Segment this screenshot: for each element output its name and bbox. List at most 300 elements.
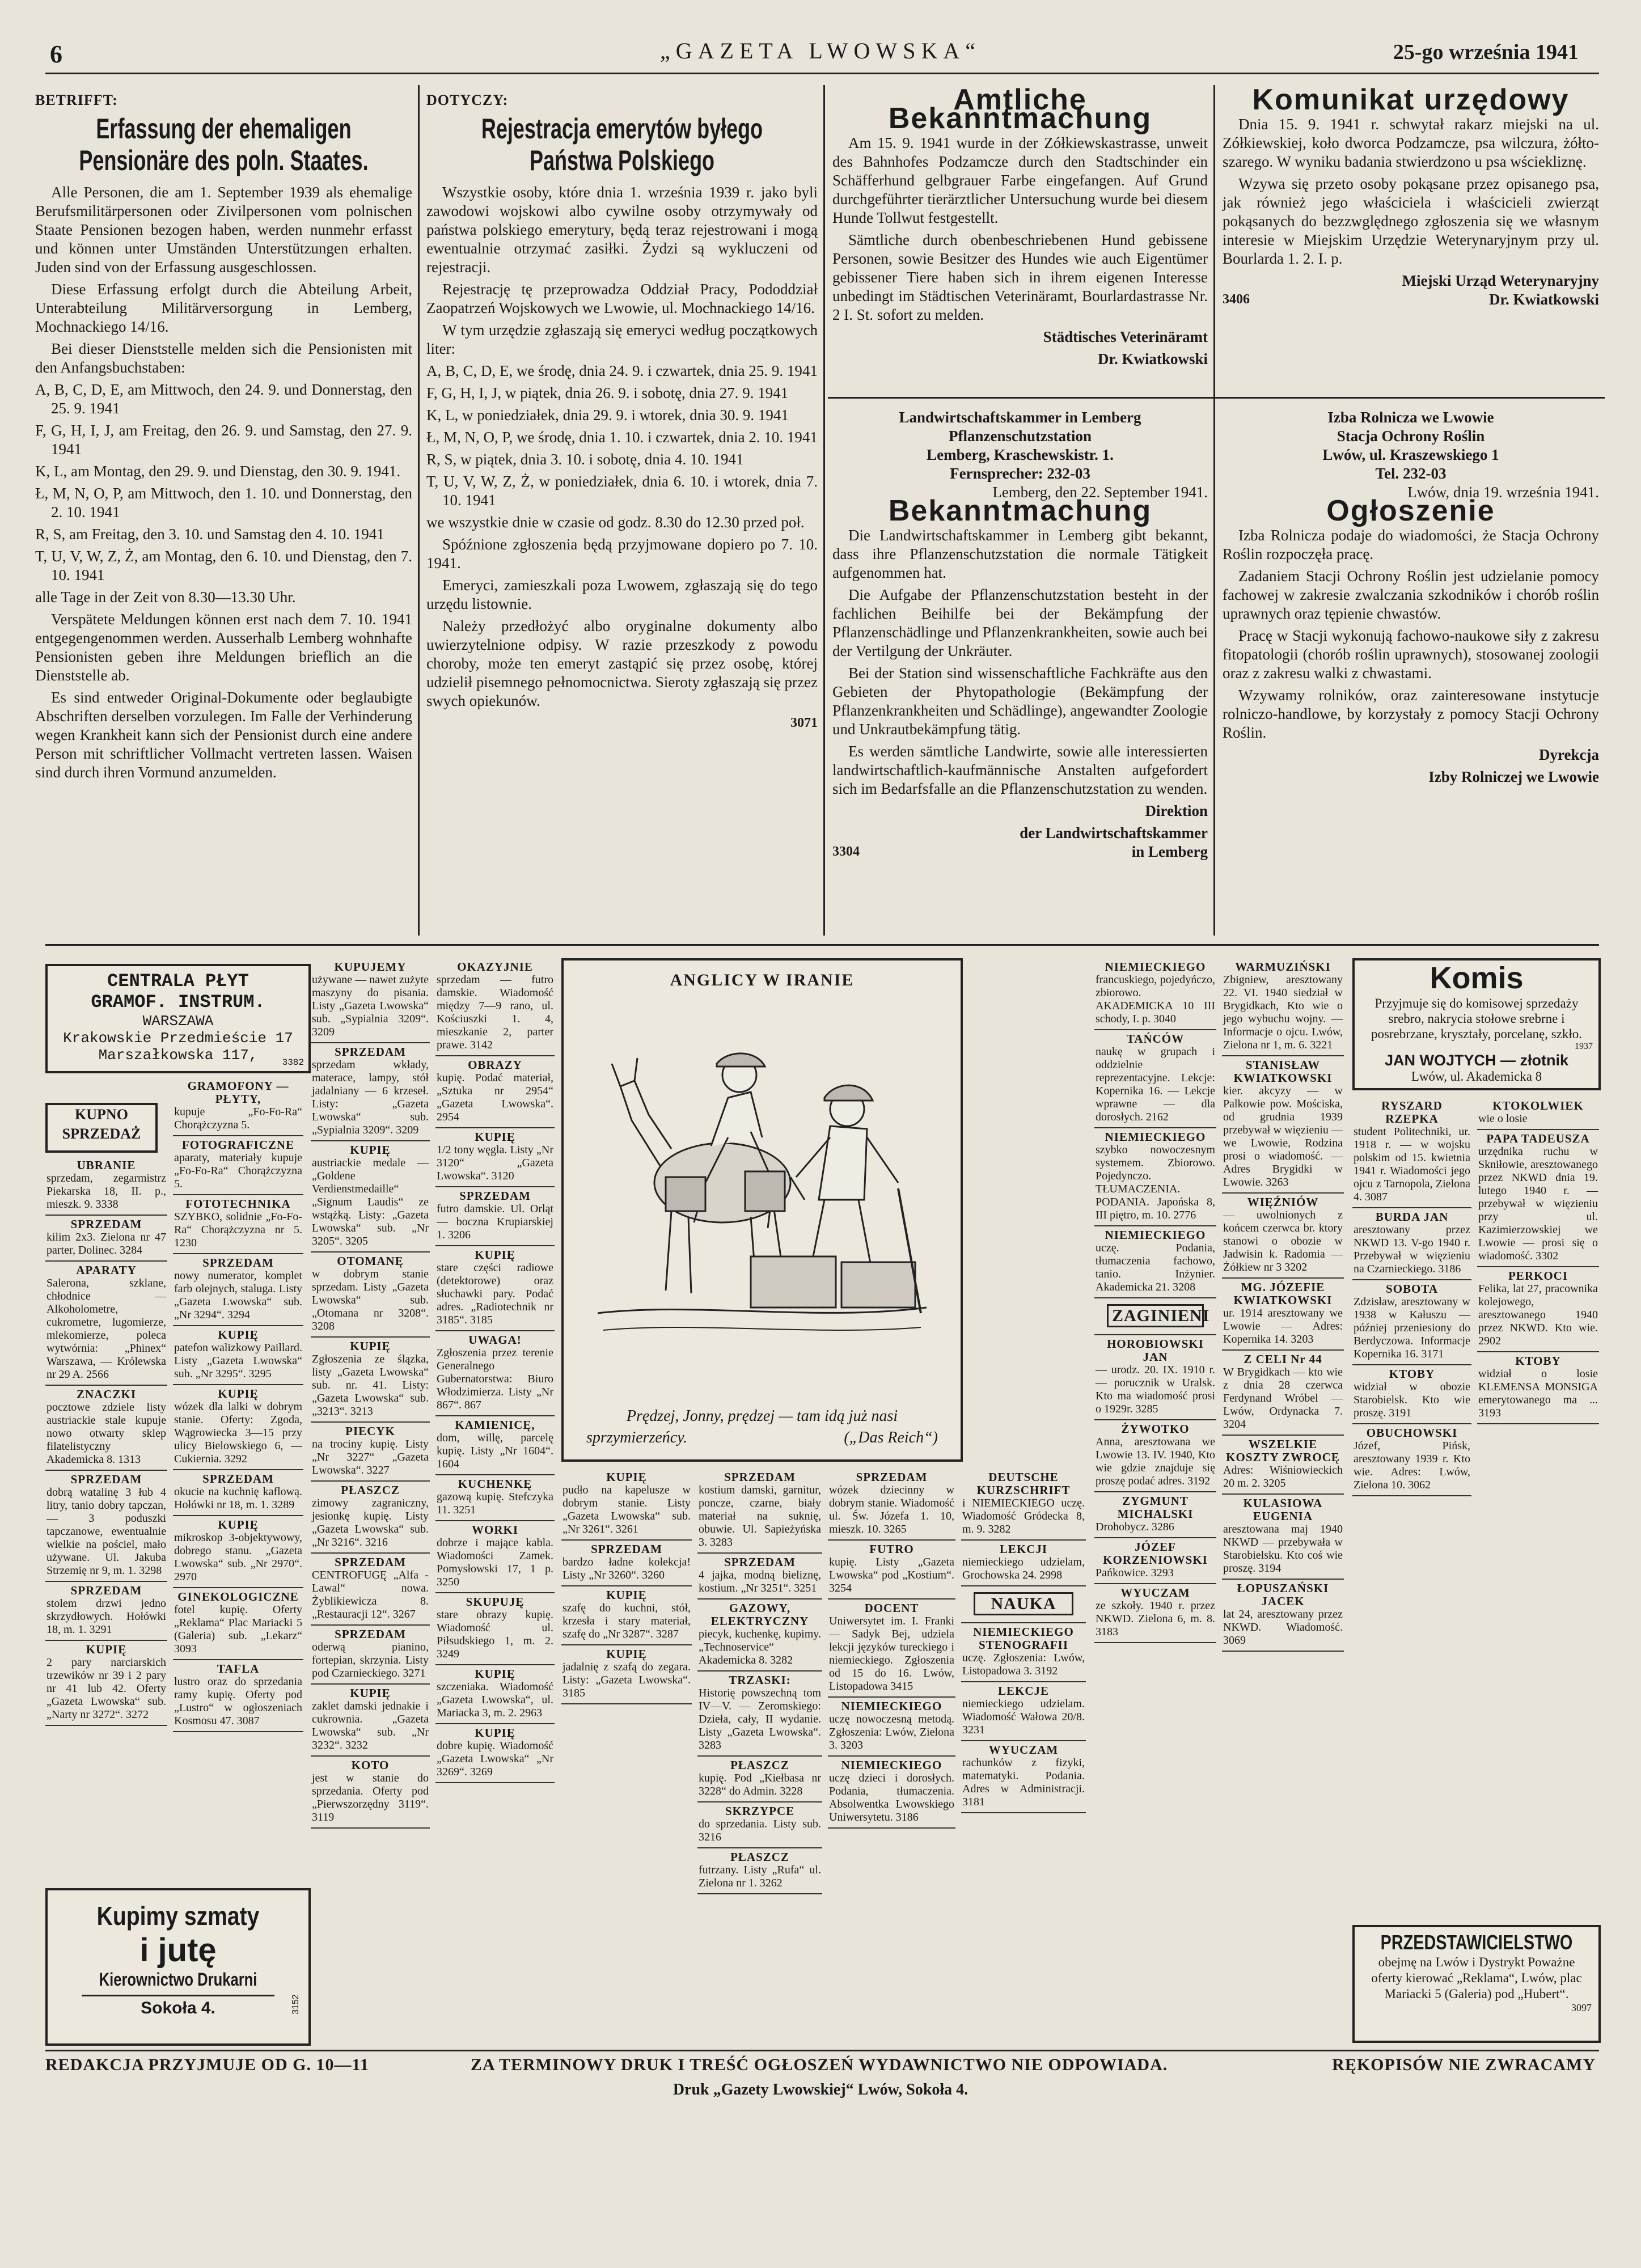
classified-heading: OTOMANĘ xyxy=(337,1254,404,1268)
classified-ad xyxy=(45,1582,167,1641)
article-pensioners-de xyxy=(35,91,412,785)
classified-text: i NIEMIECKIEGO uczę. Wiadomość Gródecka 8, m. 9. 3282 xyxy=(962,1497,1085,1535)
classified-ad xyxy=(697,1848,822,1894)
classified-ad xyxy=(828,1757,955,1829)
classified-text: CENTROFUGĘ „Alfa - Lawal“ nowa. Żyblikiewicza 8. „Restauracji 12“. 3267 xyxy=(312,1569,429,1620)
paragraph: Die Landwirtschaftskammer in Lemberg gibt bekannt, dass ihre Pflanzenschutzstation die normale Tätigkeit aufgenommen hat. xyxy=(832,527,1208,581)
classified-text: szafę do kuchni, stół, krzesła i stary materiał, szafę do „Nr 3287“. 3287 xyxy=(562,1602,691,1640)
classified-heading: TAŃCÓW xyxy=(1126,1032,1185,1046)
classified-ad xyxy=(1094,1538,1216,1584)
classified-heading: JÓZEF KORZENIOWSKI xyxy=(1103,1540,1208,1567)
notice-title: Bekanntmachung xyxy=(888,494,1152,527)
notice-title: Komunikat urzędowy xyxy=(1252,83,1570,116)
classified-ad xyxy=(1222,1194,1344,1279)
classified-text: futrzany. Listy „Rufa“ ul. Zielona nr 1. 3262 xyxy=(699,1864,821,1889)
ad-line: Marszałkowska 117, xyxy=(98,1047,258,1064)
classified-ad xyxy=(961,1623,1086,1682)
paragraph: Wzywa się przeto osoby pokąsane przez opisanego psa, jak również jego właściciela i właścicieli zwierząt pokąsanych do bezzwględnego zgłoszenia się we własnym interesie w Miejskim Urzędzie Weterynaryjnym przy ul. Bourlarda 1. 2. I. p. xyxy=(1223,175,1599,267)
classified-text: uczę dzieci i dorosłych. Podania, tłumaczenia. Absolwentka Lwowskiego Uniwersytetu. 3186 xyxy=(829,1772,954,1823)
classified-ad xyxy=(435,1593,555,1665)
header-line: Pflanzenschutzstation xyxy=(949,428,1092,445)
ad-line: SPRZEDAŻ xyxy=(62,1125,141,1142)
classified-text: uczę. Podania, tłumaczenia fachowo, tanio. Inżynier. Akademicka 21. 3208 xyxy=(1096,1242,1215,1293)
classified-text: ze szkoły. 1940 r. przez NKWD. Zielona 6, m. 8. 3183 xyxy=(1096,1600,1215,1638)
classified-heading: WARMUZIŃSKI xyxy=(1235,960,1331,974)
schedule-item: K, L, am Montag, den 29. 9. und Dienstag, den 30. 9. 1941. xyxy=(35,463,401,480)
classified-heading: NIEMIECKIEGO xyxy=(1105,1130,1206,1144)
classified-text: Anna, aresztowana we Lwowie 13. IV. 1940, Kto wie gdzie znajduje się proszę podać adres. 3192 xyxy=(1096,1436,1215,1487)
classified-text: widział o losie KLEMENSA MONSIGA emerytowanego ma ... 3193 xyxy=(1478,1368,1598,1419)
classified-text: patefon walizkowy Paillard. Listy „Gazeta Lwowska“ sub. „Nr 3295“. 3295 xyxy=(174,1342,302,1380)
classified-ad xyxy=(435,1724,555,1783)
classified-text: Zdzisław, aresztowany w 1938 w Kałuszu — później przeniesiony do Berdyczowa. Informacje Kopernika 16. 3171 xyxy=(1354,1296,1470,1360)
ad-number: 3071 xyxy=(790,716,818,730)
classified-heading: SOBOTA xyxy=(1386,1282,1438,1296)
classified-ad xyxy=(1222,1056,1344,1194)
classified-ad xyxy=(697,1600,822,1672)
classified-text: piecyk, kuchenkę, kupimy. „Technoservice“ Akademicka 8. 3282 xyxy=(699,1628,821,1666)
classified-heading: KUPIĘ xyxy=(475,1726,515,1740)
classified-ad xyxy=(311,1253,430,1338)
classified-text: Józef, Pińsk, aresztowany 1939 r. Kto wie. Adres: Lwów, Zielona 10. 3062 xyxy=(1354,1440,1470,1491)
classified-text: dobre kupię. Wiadomość „Gazeta Lwowska“ „Nr 3269“. 3269 xyxy=(437,1740,553,1778)
classified-ad xyxy=(173,1385,303,1470)
ad-text: Przyjmuje się do komisowej sprzedaży srebro, nakrycia stołowe srebrne i posrebrzane, kryształy, porcelanę, szkło. xyxy=(1371,996,1583,1041)
classified-text: okucie na kuchnię kaflową. Hołówki nr 18, m. 1. 3289 xyxy=(174,1486,302,1511)
schedule-item: A, B, C, D, E, we środę, dnia 24. 9. i czwartek, dnia 25. 9. 1941 xyxy=(426,362,818,379)
classified-ad xyxy=(311,1626,430,1685)
classified-text: Zgłoszenia przez terenie Generalnego Gubernatorstwa: Biuro Włodzimierza. Listy „Nr 867“. 867 xyxy=(437,1347,553,1411)
schedule-item: Ł, M, N, O, P, am Mittwoch, den 1. 10. und Donnerstag, den 2. 10. 1941 xyxy=(35,485,412,521)
section-rule xyxy=(828,397,1605,399)
classified-ad xyxy=(311,1338,430,1423)
classified-heading: UBRANIE xyxy=(77,1158,136,1172)
masthead: „GAZETA LWOWSKA“ xyxy=(660,38,981,64)
printer-line: Druk „Gazety Lwowskiej“ Lwów, Sokoła 4. xyxy=(673,2081,968,2098)
header-line: Lemberg, Kraschewskistr. 1. xyxy=(927,446,1114,463)
classified-heading: ZAGINIENI xyxy=(1107,1304,1204,1327)
classified-ad xyxy=(435,1187,555,1246)
classified-heading: NIEMIECKIEGO STENOGRAFII xyxy=(973,1625,1074,1652)
amtliche-bekanntmachung xyxy=(832,83,1208,369)
classified-text: urzędnika ruchu w Skniłowie, aresztowanego przez NKWD dnia 19. lutego 1940 r. — przebywał w więzieniu przy ul. Kazimierzowskiej we Lwowie — prosi się o wiadomość. 3302 xyxy=(1478,1145,1598,1262)
classified-heading: PAPA TADEUSZA xyxy=(1486,1132,1590,1145)
classified-text: dobrze i mające kabla. Wiadomości Zamek. Pomysłowski 17, 1 p. 3250 xyxy=(437,1537,553,1588)
classified-heading: WIĘŹNIÓW xyxy=(1247,1195,1319,1209)
classifieds-column-12 xyxy=(1477,1097,1599,1795)
dateline: Lwów, dnia 19. września 1941. xyxy=(1407,484,1599,501)
classified-text: — urodz. 20. IX. 1910 r. — porucznik w Uralsk. Kto ma wiadomość prosi o 1929r. 3285 xyxy=(1096,1364,1215,1415)
classified-text: kier. akcyzy — w Palkowie pow. Mościska, od grudnia 1939 przebywał w więzieniu — we Lwowie, Rodzina prosi o wiadomość. — Adres Brygidki w Lwowie. 3263 xyxy=(1223,1085,1343,1188)
classified-ad xyxy=(173,1254,303,1326)
classified-text: uczę nowoczesną metodą. Zgłoszenia: Lwów, Zielona 3. 3203 xyxy=(829,1713,954,1751)
signature: Städtisches Veterinäramt xyxy=(1043,328,1208,345)
classified-heading: ZYGMUNT MICHALSKI xyxy=(1117,1494,1194,1521)
article-tag: DOTYCZY: xyxy=(426,92,509,108)
classifieds-column-4 xyxy=(435,958,555,2041)
classified-heading: KUPIĘ xyxy=(606,1470,647,1484)
classified-ad xyxy=(311,1423,430,1482)
classified-heading: KUPUJEMY xyxy=(334,960,407,974)
classified-ad xyxy=(1222,1580,1344,1652)
classified-text: kilim 2x3. Zielona nr 47 parter, Dolinec. 3284 xyxy=(46,1231,166,1256)
classified-text: 4 jajka, modną bieliznę, kostium. „Nr 3251“. 3251 xyxy=(699,1569,821,1594)
classified-ad xyxy=(1477,1267,1599,1352)
paragraph: Verspätete Meldungen können erst nach dem 7. 10. 1941 entgegengenommen werden. Ausserhalb Lemberg wohnhafte Pensionisten geben ihre Meldungen brieflich an die Dienststelle ab. xyxy=(35,611,412,684)
classified-ad xyxy=(173,1470,303,1516)
article-title: Erfassung der ehemaligen Pensionäre des poln. Staates. xyxy=(79,113,369,176)
schedule-item: R, S, am Freitag, den 3. 10. und Samstag den 4. 10. 1941 xyxy=(35,526,384,543)
classified-ad xyxy=(311,1043,430,1141)
classified-text: szybko nowoczesnym systemem. Zbiorowo. Pojedynczo. TŁUMACZENIA. PODANIA. Japońska 8, III piętro, m. 10. 2776 xyxy=(1096,1144,1215,1221)
classified-heading: PŁASZCZ xyxy=(341,1483,400,1497)
paragraph: W tym urzędzie zgłaszają się emeryci według początkowych liter: xyxy=(426,321,818,357)
classified-text: lustro oraz do sprzedania ramy kupię. Oferty pod „Lustro“ w ogłoszeniach Kosmosu 47. 3087 xyxy=(174,1675,302,1727)
footer-rule xyxy=(45,2050,1599,2051)
classified-heading: WYUCZAM xyxy=(988,1743,1059,1757)
classified-heading: KOTO xyxy=(351,1758,390,1772)
classified-ad xyxy=(1222,1436,1344,1495)
classified-heading: ŻYWOTKO xyxy=(1121,1422,1190,1436)
ad-number: 3304 xyxy=(832,844,860,859)
ad-title: PRZEDSTAWICIELSTWO xyxy=(1380,1931,1573,1954)
komunikat-urzedowy xyxy=(1223,83,1599,309)
classified-text: Historię powszechną tom IV—V. — Zeromskiego: Dzieła, cały, II wydanie. Listy „Gazeta Lwowska“. 3283 xyxy=(699,1687,821,1751)
classified-ad xyxy=(1352,1365,1471,1424)
classifieds-column-5 xyxy=(561,1469,692,2041)
classified-text: aresztowany przez NKWD 13. V-go 1940 r. Przebywał w więzieniu na Czarnieckiego. 3186 xyxy=(1354,1224,1470,1275)
landwirtschaft-notice xyxy=(832,408,1208,861)
classified-heading: NIEMIECKIEGO xyxy=(1105,1228,1206,1242)
classified-ad xyxy=(173,1195,303,1254)
classified-ad xyxy=(1094,1030,1216,1128)
classified-ad xyxy=(1352,1280,1471,1365)
classified-heading: SPRZEDAM xyxy=(459,1189,531,1203)
classified-heading: SPRZEDAM xyxy=(335,1555,406,1569)
notice-title: Ogłoszenie xyxy=(1326,494,1495,527)
classified-heading: Z CELI Nr 44 xyxy=(1244,1352,1322,1366)
classified-ad xyxy=(697,1757,822,1802)
paragraph: Rejestrację tę przeprowadza Oddział Pracy, Pododdział Zaopatrzeń Wojskowych we Lwowie, ul. Mochnackiego 14/16. xyxy=(426,281,818,316)
classified-heading: HOROBIOWSKI JAN xyxy=(1107,1337,1204,1364)
classified-ad xyxy=(311,1685,430,1757)
classified-heading: BURDA JAN xyxy=(1375,1210,1449,1224)
classified-heading: KUPIĘ xyxy=(218,1387,259,1400)
classified-ad xyxy=(1222,958,1344,1056)
paragraph: Es sind entweder Original-Dokumente oder beglaubigte Abschriften derselben vorzulegen. Im Falle der Verhinderung wegen Krankheit kann sich der Pensionist durch eine andere Person mit schriftlicher Vollmacht vertreten lassen. Waisen sind durch ihren Vormund anzumelden. xyxy=(35,689,412,781)
classified-heading: APARATY xyxy=(76,1263,137,1277)
column-rule xyxy=(1213,85,1215,936)
paragraph: Dnia 15. 9. 1941 r. schwytał rakarz miejski na ul. Zółkiewskiej, koło dworca Podzamcze, psa wilczura, żółto-szarego. W wyniku badania stwierdzono u psa wściekliznę. xyxy=(1223,116,1599,170)
classified-text: kupię. Podać materiał, „Sztuka nr 2954“ „Gazeta Lwowska“. 2954 xyxy=(437,1072,553,1123)
classified-heading: NIEMIECKIEGO xyxy=(841,1699,942,1713)
ad-title: Komis xyxy=(1429,961,1524,995)
classified-heading: KUPIĘ xyxy=(350,1686,391,1700)
classified-heading: SPRZEDAM xyxy=(70,1584,142,1597)
classified-ad xyxy=(1094,1128,1216,1226)
schedule-item: R, S, w piątek, dnia 3. 10. i sobotę, dnia 4. 10. 1941 xyxy=(426,451,744,468)
cartoon-title: ANGLICY W IRANIE xyxy=(670,971,855,989)
classified-ad xyxy=(828,1541,955,1600)
classified-text: rachunków z fizyki, matematyki. Podania. Adres w Administracji. 3181 xyxy=(962,1757,1085,1808)
classified-heading: NIEMIECKIEGO xyxy=(841,1758,942,1772)
classified-text: wózek dla lalki w dobrym stanie. Oferty: Zgoda, Wągrowiecka 3—15 przy ulicy Bielowskiego 6, — Cukiernia. 3292 xyxy=(174,1400,302,1465)
classified-text: wie o losie xyxy=(1478,1112,1528,1125)
classified-heading: DOCENT xyxy=(864,1601,919,1615)
classified-heading: WYUCZAM xyxy=(1120,1586,1190,1600)
classified-text: kupię. Pod „Kiełbasa nr 3228“ do Admin. 3228 xyxy=(699,1772,821,1797)
classified-heading: KTOBY xyxy=(1515,1354,1561,1368)
classified-ad xyxy=(173,1136,303,1195)
classified-text: na trociny kupię. Listy „Nr 3227“ „Gazeta Lwowska“. 3227 xyxy=(312,1438,429,1476)
classified-heading: FOTOGRAFICZNE xyxy=(181,1138,295,1152)
classified-heading: KUPIĘ xyxy=(475,1130,515,1144)
classified-text: ur. 1914 aresztowany we Lwowie — Adres: Kopernika 14. 3203 xyxy=(1223,1307,1343,1345)
column-rule xyxy=(823,85,825,936)
ad-line: JAN WOJTYCH — złotnik xyxy=(1384,1052,1568,1069)
classified-heading: KUPIĘ xyxy=(606,1647,647,1661)
classified-text: w dobrym stanie sprzedam. Listy „Gazeta Lwowska“ sub. „Otomana nr 3208“. 3208 xyxy=(312,1268,429,1332)
classified-text: austriackie medale — „Goldene Verdienstmedaille“ „Signum Laudis“ ze wstążką. Listy: „Gazeta Lwowska“ sub. „Nr 3205“. 3205 xyxy=(312,1157,429,1247)
paragraph: Wzywamy rolników, oraz zainteresowane instytucje rolniczo-handlowe, by korzystały z pomocy Stacji Ochrony Roślin. xyxy=(1223,687,1599,741)
classified-ad xyxy=(311,1554,430,1626)
classified-text: Uniwersytet im. I. Franki — Sadyk Bej, udziela lekcji języków tureckiego i niemieckiego. Zgłoszenia od 15 do 16. Lwów, Listopadowa 3415 xyxy=(829,1615,954,1692)
kupimy-szmaty-ad xyxy=(45,1888,311,2046)
classified-text: nowy numerator, komplet farb olejnych, staluga. Listy „Gazeta Lwowska“ sub. „Nr 3294“. 3294 xyxy=(174,1270,302,1321)
ad-line: KUPNO xyxy=(75,1106,128,1123)
signature: Miejski Urząd Weterynaryjny xyxy=(1402,272,1599,289)
classified-text: gazową kupię. Stefczyka 11. 3251 xyxy=(437,1491,553,1516)
classified-ad xyxy=(1094,1335,1216,1420)
classified-ad xyxy=(1094,1226,1216,1298)
classified-heading: STANISŁAW KWIATKOWSKI xyxy=(1233,1058,1333,1085)
classified-ad xyxy=(45,1216,167,1262)
paragraph: Am 15. 9. 1941 wurde in der Zółkiewskastrasse, unweit des Bahnhofes Podzamcze durch den Stadtschinder ein Schäfferhund gelbgrauer Farbe eingefangen. Auf Grund durchgeführter tierärztlicher Untersuchung wurde bei diesem Hunde Tollwut festgestellt. xyxy=(832,134,1208,226)
classified-ad xyxy=(435,1416,555,1475)
classified-ad xyxy=(1477,1130,1599,1267)
classified-ad xyxy=(961,1586,1086,1623)
classifieds-column-3 xyxy=(311,958,430,2041)
column-rule xyxy=(418,85,420,936)
classified-heading: GAZOWY, ELEKTRYCZNY xyxy=(710,1601,809,1628)
classified-ad xyxy=(435,1056,555,1128)
paragraph: Die Aufgabe der Pflanzenschutzstation besteht in der fachlichen Beihilfe bei der Bekämpfung der Pflanzenschädlinge und Pflanzenkrankheiten, sowie auch bei der Vertilgung der Unkräuter. xyxy=(832,586,1208,659)
classified-heading: SPRZEDAM xyxy=(724,1470,796,1484)
classified-heading: KTOKOLWIEK xyxy=(1492,1099,1584,1112)
classified-text: W Brygidkach — kto wie z dnia 28 czerwca Ferdynand Wróbel — Lwów, Ordynacka 7. 3204 xyxy=(1223,1366,1343,1431)
classified-ad xyxy=(435,958,555,1056)
classified-heading: KAMIENICĘ, xyxy=(455,1418,535,1432)
footer-center: ZA TERMINOWY DRUK I TREŚĆ OGŁOSZEŃ WYDAWNICTWO NIE ODPOWIADA. xyxy=(471,2055,1168,2074)
komis-ad xyxy=(1352,958,1601,1090)
classified-heading: KUPIĘ xyxy=(350,1339,391,1353)
classified-heading: SKUPUJĘ xyxy=(466,1595,525,1609)
classified-ad xyxy=(828,1469,955,1541)
classified-text: Adres: Wiśniowieckich 20 m. 2. 3205 xyxy=(1223,1464,1343,1490)
classified-heading: SPRZEDAM xyxy=(70,1217,142,1231)
classified-heading: DEUTSCHE KURZSCHRIFT xyxy=(976,1470,1071,1497)
ad-number: 3097 xyxy=(1571,2002,1592,2013)
ad-number: 3152 xyxy=(291,1994,301,2015)
classifieds-column-6 xyxy=(697,1469,822,2041)
classified-text: Drohobycz. 3286 xyxy=(1096,1521,1174,1533)
classified-ad xyxy=(561,1541,692,1586)
classified-heading: MG. JÓZEFIE KWIATKOWSKI xyxy=(1233,1280,1333,1307)
classified-heading: FOTOTECHNIKA xyxy=(185,1197,291,1211)
classified-heading: SPRZEDAM xyxy=(335,1045,406,1059)
classified-ad xyxy=(561,1586,692,1645)
classified-text: mikroskop 3-objektywowy, dobrego stanu. „Gazeta Lwowska“ sub. „Nr 2970“. 2970 xyxy=(174,1531,302,1583)
classified-ad xyxy=(1094,1492,1216,1538)
classified-ad xyxy=(173,1588,303,1660)
classified-ad xyxy=(828,1698,955,1757)
paragraph: Zadaniem Stacji Ochrony Roślin jest udzielanie pomocy fachowej w zakresie zwalczania szkodników i chorób roślin uprawnych oraz tępienie chwastów. xyxy=(1223,568,1599,622)
cartoon-caption: sprzymierzeńcy. xyxy=(586,1429,688,1446)
schedule-item: K, L, w poniedziałek, dnia 29. 9. i wtorek, dnia 30. 9. 1941 xyxy=(426,407,789,424)
classified-ad xyxy=(435,1665,555,1724)
classified-heading: PŁASZCZ xyxy=(730,1850,789,1864)
classified-heading: GINEKOLOGICZNE xyxy=(177,1590,299,1603)
header-line: Fernsprecher: 232-03 xyxy=(950,465,1090,482)
classified-text: 1/2 tony węgla. Listy „Nr 3120“ „Gazeta Lwowska“. 3120 xyxy=(437,1144,553,1182)
classifieds-column-1 xyxy=(45,1157,167,1871)
classified-ad xyxy=(1094,1420,1216,1492)
centrala-plyt-ad xyxy=(45,964,311,1073)
classified-heading: KUPIĘ xyxy=(475,1248,515,1262)
classified-heading: NIEMIECKIEGO xyxy=(1105,960,1206,974)
paragraph: Es werden sämtliche Landwirte, sowie alle interessierten landwirtschaftlich-kaufmännische Anstalten aufgefordert sich im Bedarfsfalle an die Pflanzenschutzstation zu wenden. xyxy=(832,743,1208,797)
classified-heading: WSZELKIE KOSZTY ZWROCĘ xyxy=(1226,1437,1340,1464)
classified-text: SZYBKO, solidnie „Fo-Fo-Ra“ Chorążczyzna nr 5. 1230 xyxy=(174,1211,302,1249)
signature: Dyrekcja xyxy=(1539,746,1599,763)
classified-text: Salerona, szklane, chłodnice — Alkoholometre, cukrometre, lugomierze, mlekomierze, poleca wytwórnia: „Phinex“ Warszawa, — Królewska nr 29 A. 2566 xyxy=(46,1277,166,1381)
classified-text: Zgłoszenia ze ślązka, listy „Gazeta Lwowska“ sub. nr. 41. Listy: „Gazeta Lwowska“ sub. „3213“. 3213 xyxy=(312,1353,429,1417)
classified-text: kupię. Listy „Gazeta Lwowska“ pod „Kostium“. 3254 xyxy=(829,1556,954,1594)
footer-left: REDAKCJA PRZYJMUJE OD G. 10—11 xyxy=(45,2055,369,2074)
page-number: 6 xyxy=(50,40,62,68)
classified-text: jadalnię z szafą do zegara. Listy: „Gazeta Lwowska“. 3185 xyxy=(562,1661,691,1699)
classified-text: uczę. Zgłoszenia: Lwów, Listopadowa 3. 3192 xyxy=(962,1652,1085,1677)
dateline: Lemberg, den 22. September 1941. xyxy=(992,484,1208,501)
classified-heading: SPRZEDAM xyxy=(202,1472,274,1486)
classified-ad xyxy=(45,1641,167,1726)
classified-ad xyxy=(435,1521,555,1593)
classified-text: widział w obozie Starobielsk. Kto wie proszę. 3191 xyxy=(1354,1381,1470,1419)
classified-heading: UWAGA! xyxy=(468,1333,522,1347)
article-title: Rejestracja emerytów byłego Państwa Polskiego xyxy=(481,113,763,176)
classified-heading: SPRZEDAM xyxy=(335,1627,406,1641)
classified-ad xyxy=(45,1471,167,1582)
classified-heading: WORKI xyxy=(471,1523,518,1537)
classified-text: — uwolnionych z końcem czerwca br. ktory stanowi o obozie w Jadwisin k. Radomia — Żółkiew nr 3 3202 xyxy=(1223,1209,1343,1273)
classified-text: wózek dziecinny w dobrym stanie. Wiadomość ul. Św. Józefa 1. 10, mieszk. 10. 3265 xyxy=(829,1484,954,1535)
classified-text: kupuje „Fo-Fo-Ra“ Chorążczyzna 5. xyxy=(174,1106,302,1131)
classified-heading: SPRZEDAM xyxy=(856,1470,928,1484)
classified-text: fotel kupię. Oferty „Reklama“ Plac Mariacki 5 (Galeria) sub. „Lekarz“ 3093 xyxy=(174,1603,302,1655)
classified-ad xyxy=(697,1554,822,1600)
classified-heading: ZNACZKI xyxy=(76,1387,137,1401)
classified-ad xyxy=(435,1331,555,1416)
classified-ad xyxy=(435,1128,555,1187)
classified-text: kostium damski, garnitur, poncze, czarne, biały materiał na suknię, obuwie. Ul. Sapieżyńska 3. 3283 xyxy=(699,1484,821,1548)
ad-number: 3406 xyxy=(1223,292,1250,307)
classified-ad xyxy=(311,1757,430,1829)
schedule-item: T, U, V, W, Z, Ż, am Montag, den 6. 10. und Dienstag, den 7. 10. 1941 xyxy=(35,548,412,583)
classified-text: Zbigniew, aresztowany 22. VI. 1940 siedział w Brygidkach, Kto wie o jego wybuchu wojny. — Informacje o ojcu. Lwów, Zielona nr 1, m. 6. 3221 xyxy=(1223,974,1343,1051)
header-line: Izba Rolnicza we Lwowie xyxy=(1327,409,1494,426)
classified-text: niemieckiego udzielam, Grochowska 24. 2998 xyxy=(962,1556,1085,1581)
schedule-item: F, G, H, I, J, am Freitag, den 26. 9. und Samstag, den 27. 9. 1941 xyxy=(35,422,412,458)
classified-text: lat 24, aresztowany przez NKWD. Wiadomość. 3069 xyxy=(1223,1608,1343,1647)
classified-ad xyxy=(828,1600,955,1698)
ad-line: CENTRALA PŁYT xyxy=(107,971,249,992)
signature: Dr. Kwiatkowski xyxy=(1488,291,1599,308)
classified-ad xyxy=(1222,1279,1344,1351)
paragraph: Bei der Station sind wissenschaftliche Fachkräfte aus den Gebieten der Phytopathologie (Bekämpfung der Pflanzenkrankheiten und Schädlinge), angewandter Zoologie und Unkrautbekämpfung tätig. xyxy=(832,665,1208,738)
classified-text: sprzedam — futro damskie. Wiadomość między 7—9 rano, ul. Kościuszki 1. 4, mieszkanie 2, parter prawe. 3142 xyxy=(437,974,553,1051)
classified-heading: SPRZEDAM xyxy=(202,1256,274,1270)
classified-text: zaklet damski jednakie i cukrownia. „Gazeta Lwowska“ sub. „Nr 3232“. 3232 xyxy=(312,1700,429,1751)
classifieds-column-9 xyxy=(1094,958,1216,2041)
ad-line: Lwów, ul. Akademicka 8 xyxy=(1411,1069,1542,1084)
classified-ad xyxy=(961,1682,1086,1741)
classified-ad xyxy=(435,1246,555,1331)
classified-text: pudło na kapelusze w dobrym stanie. Listy „Gazeta Lwowska“ sub. „Nr 3261“. 3261 xyxy=(562,1484,691,1535)
paragraph: Spóźnione zgłoszenia będą przyjmowane dopiero po 7. 10. 1941. xyxy=(426,536,818,572)
header-line: Stacja Ochrony Roślin xyxy=(1337,428,1485,445)
classified-text: sprzedam, zegarmistrz Piekarska 18, II. p., mieszk. 9. 3338 xyxy=(46,1172,166,1211)
cartoon-source: („Das Reich“) xyxy=(844,1429,938,1446)
classified-heading: OBRAZY xyxy=(468,1058,522,1072)
classified-ad xyxy=(311,1482,430,1554)
classified-text: Felika, lat 27, pracownika kolejowego, aresztowanego 1940 przez NKWD. Kto wie. 2902 xyxy=(1478,1283,1598,1347)
classified-heading: GRAMOFONY — PŁYTY, xyxy=(187,1079,289,1106)
classified-heading: SPRZEDAM xyxy=(724,1555,796,1569)
classified-text: zimowy zagraniczny, jesionkę kupię. Listy „Gazeta Lwowska“ sub. „Nr 3216“. 3216 xyxy=(312,1497,429,1548)
classified-heading: KTOBY xyxy=(1389,1367,1435,1381)
ad-number: 1937 xyxy=(1575,1042,1593,1051)
classified-ad xyxy=(1094,958,1216,1030)
ad-number: 3382 xyxy=(282,1057,304,1068)
classified-heading: TAFLA xyxy=(217,1662,260,1675)
classified-heading: KUPIĘ xyxy=(475,1667,515,1681)
classified-text: oderwą pianino, fortepian, skrzynia. Listy pod Czarnieckiego. 3271 xyxy=(312,1641,429,1679)
schedule-item: F, G, H, I, J, w piątek, dnia 26. 9. i sobotę, dnia 27. 9. 1941 xyxy=(426,384,789,401)
classifieds-column-7 xyxy=(828,1469,955,2041)
notice-title: Amtliche Bekanntmachung xyxy=(888,83,1152,135)
classified-heading: SKRZYPCE xyxy=(725,1804,795,1818)
classified-ad xyxy=(311,958,430,1043)
classified-ad xyxy=(45,1157,167,1216)
classified-heading: PERKOCI xyxy=(1508,1269,1568,1283)
przedstawicielstwo-ad xyxy=(1352,1925,1601,2043)
classified-text: bardzo ładne kolekcja! Listy „Nr 3260“. 3260 xyxy=(562,1556,691,1581)
classified-heading: KUPIĘ xyxy=(218,1518,259,1531)
classified-ad xyxy=(1352,1208,1471,1280)
izba-rolnicza-notice xyxy=(1223,408,1599,786)
cartoon-caption: Prędzej, Jonny, prędzej — tam idą już nasi xyxy=(626,1407,898,1425)
paragraph: Sämtliche durch obenbeschriebenen Hund gebissene Personen, sowie Besitzer des Hundes wie auch Eigentümer gebissener Tiere haben sich in ihrem eigenen Interesse unbedingt im Städtischen Veterinäramt, Bourlardastrasse Nr. 2 I. St. sofort zu melden. xyxy=(832,231,1208,323)
classified-text: niemieckiego udzielam. Wiadomość Wałowa 20/8. 3231 xyxy=(962,1698,1085,1736)
schedule-item: we wszystkie dnie w czasie od godz. 8.30 do 12.30 przed poł. xyxy=(426,514,805,531)
signature: Direktion xyxy=(1145,802,1208,819)
article-tag: BETRIFFT: xyxy=(35,92,118,108)
classified-text: pocztowe zdziele listy austriackie stale kupuje nowo otwarty sklep filatelistyczny Akademicka 8. 1313 xyxy=(46,1401,166,1466)
classified-heading: LEKCJI xyxy=(999,1542,1048,1556)
classified-ad xyxy=(435,1475,555,1521)
schedule-item: A, B, C, D, E, am Mittwoch, den 24. 9. und Donnerstag, den 25. 9. 1941 xyxy=(35,381,412,417)
classified-heading: KUPIĘ xyxy=(218,1328,259,1342)
